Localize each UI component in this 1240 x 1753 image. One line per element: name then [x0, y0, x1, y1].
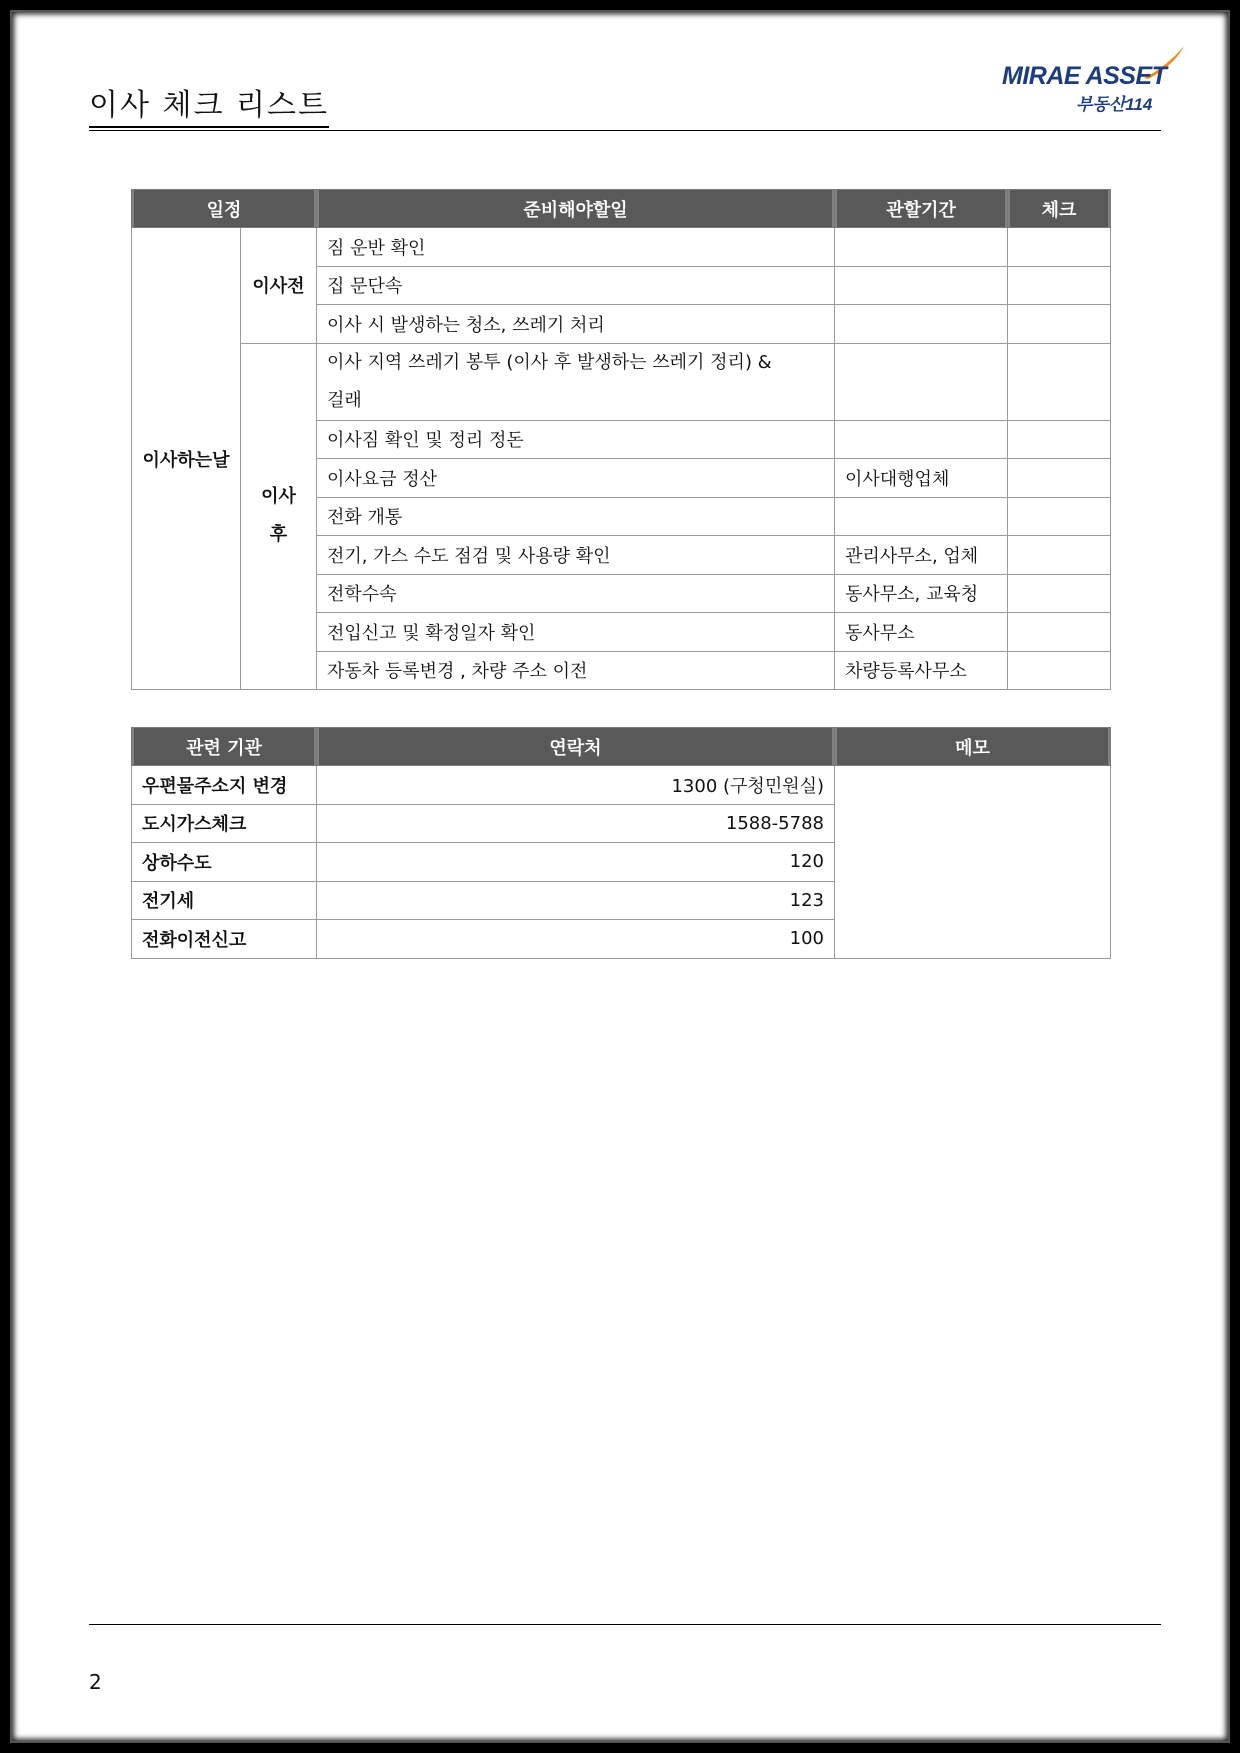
check-cell[interactable]: [1008, 420, 1111, 459]
task-cell: 이사짐 확인 및 정리 정돈: [317, 420, 835, 459]
header-related-agency: 관련 기관: [132, 728, 317, 766]
schedule-moving-day: 이사하는날: [132, 228, 241, 690]
contact-phone: 123: [317, 881, 835, 920]
moving-checklist-table: [131, 189, 1111, 690]
logo-brand-text: MIRAE ASSET: [1002, 62, 1167, 90]
contact-name: 전기세: [132, 881, 317, 920]
agency-cell: [835, 228, 1008, 267]
agency-cell: [835, 266, 1008, 305]
agency-cell: 관리사무소, 업체: [835, 536, 1008, 575]
checklist-header-row: [132, 190, 1111, 228]
contact-phone: 1588-5788: [317, 804, 835, 843]
check-cell[interactable]: [1008, 459, 1111, 498]
check-cell[interactable]: [1008, 613, 1111, 652]
footer-divider: [89, 1624, 1161, 1625]
contacts-header-row: [132, 728, 1111, 766]
contact-phone: 120: [317, 843, 835, 882]
check-cell[interactable]: [1008, 651, 1111, 690]
contact-phone: 1300 (구청민원실): [317, 766, 835, 805]
agency-cell: 동사무소: [835, 613, 1008, 652]
agency-cell: 동사무소, 교육청: [835, 574, 1008, 613]
agency-cell: [835, 343, 1008, 420]
header-schedule: 일정: [132, 190, 317, 228]
check-cell[interactable]: [1008, 266, 1111, 305]
contact-name: 도시가스체크: [132, 804, 317, 843]
contact-name: 상하수도: [132, 843, 317, 882]
check-cell[interactable]: [1008, 343, 1111, 420]
table-row: [132, 228, 1111, 267]
header-check: 체크: [1008, 190, 1111, 228]
group-after-move: [241, 343, 317, 690]
group-after-label-line2: 후: [269, 524, 288, 546]
task-cell: 전화 개통: [317, 497, 835, 536]
logo-sub-text: 부동산114: [1076, 95, 1153, 114]
task-text-continued: 걸래: [327, 389, 362, 411]
contact-name: 우편물주소지 변경: [132, 766, 317, 805]
header-contact: 연락처: [317, 728, 835, 766]
group-after-label-line1: 이사: [261, 486, 296, 508]
task-cell: [317, 343, 835, 420]
contact-name: 전화이전신고: [132, 920, 317, 959]
header-task: 준비해야할일: [317, 190, 835, 228]
title-divider: [89, 130, 1161, 131]
page-title: 이사 체크 리스트: [89, 88, 329, 128]
task-cell: 짐 운반 확인: [317, 228, 835, 267]
task-cell: 전기, 가스 수도 점검 및 사용량 확인: [317, 536, 835, 575]
header-agency: 관할기간: [835, 190, 1008, 228]
task-cell: 자동차 등록변경 , 차량 주소 이전: [317, 651, 835, 690]
task-text: 이사 지역 쓰레기 봉투 (이사 후 발생하는 쓰레기 정리) &: [327, 351, 772, 373]
contact-phone: 100: [317, 920, 835, 959]
task-cell: 이사 시 발생하는 청소, 쓰레기 처리: [317, 305, 835, 344]
mirae-asset-logo: [1000, 44, 1190, 114]
contacts-table: [131, 727, 1111, 959]
memo-cell[interactable]: [835, 766, 1111, 959]
task-cell: 전학수속: [317, 574, 835, 613]
check-cell[interactable]: [1008, 228, 1111, 267]
header-memo: 메모: [835, 728, 1111, 766]
agency-cell: [835, 420, 1008, 459]
task-cell: 전입신고 및 확정일자 확인: [317, 613, 835, 652]
agency-cell: 차량등록사무소: [835, 651, 1008, 690]
agency-cell: [835, 305, 1008, 344]
page-number: 2: [89, 1670, 102, 1694]
agency-cell: [835, 497, 1008, 536]
table-row: [132, 343, 1111, 420]
task-cell: 집 문단속: [317, 266, 835, 305]
check-cell[interactable]: [1008, 497, 1111, 536]
task-cell: 이사요금 정산: [317, 459, 835, 498]
agency-cell: 이사대행업체: [835, 459, 1008, 498]
check-cell[interactable]: [1008, 574, 1111, 613]
check-cell[interactable]: [1008, 536, 1111, 575]
table-row: [132, 766, 1111, 805]
group-before-move: 이사전: [241, 228, 317, 344]
check-cell[interactable]: [1008, 305, 1111, 344]
